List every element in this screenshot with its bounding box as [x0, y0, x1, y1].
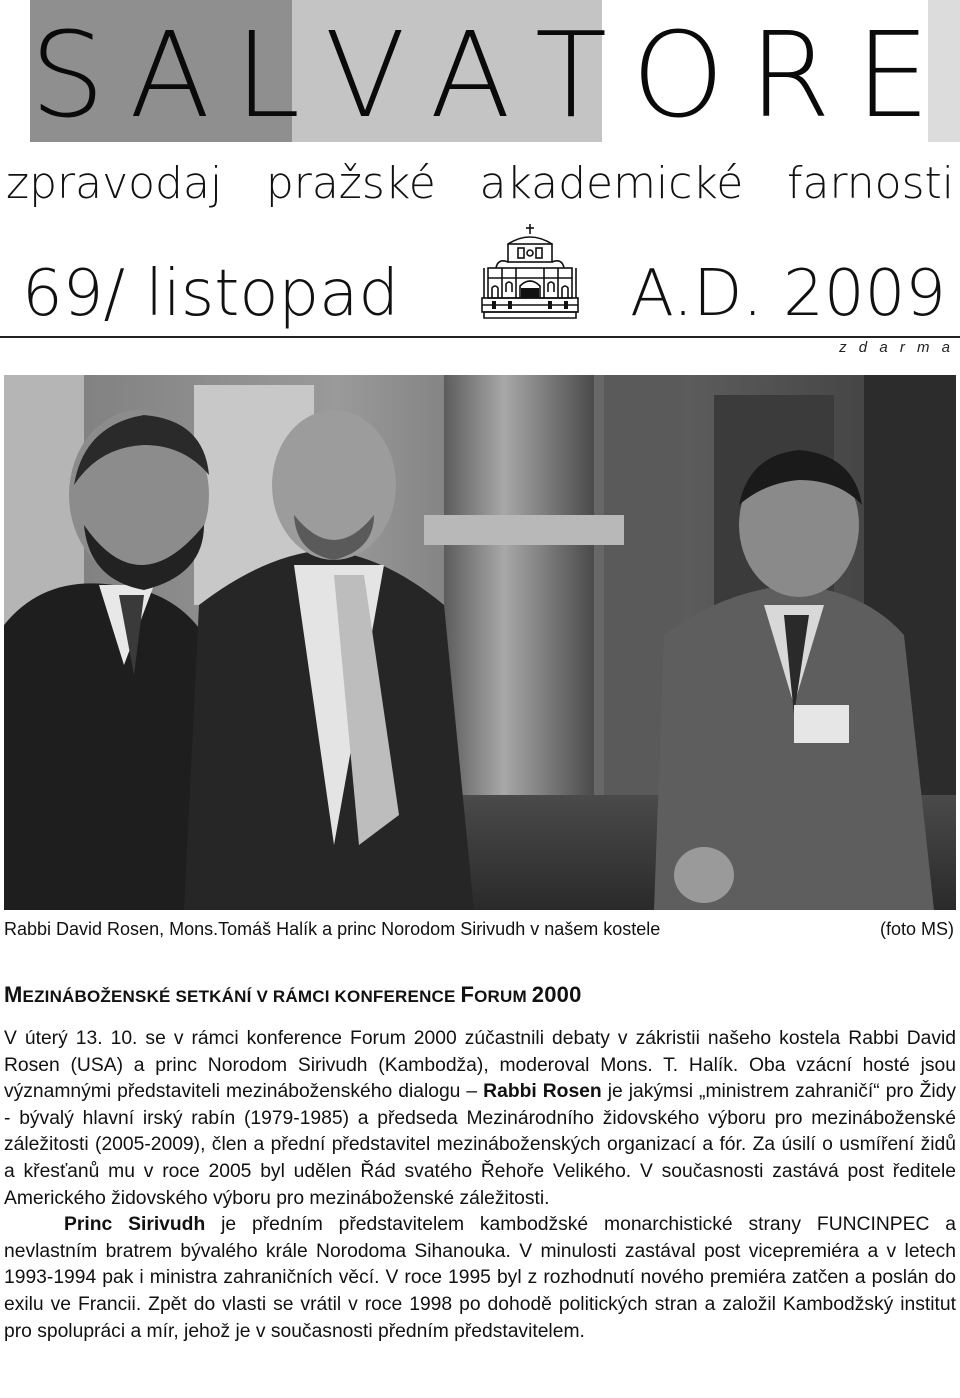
title-letter: T	[535, 5, 608, 144]
subtitle-word: farnosti	[787, 158, 954, 209]
article-body	[4, 1026, 956, 1345]
title-letter: E	[855, 5, 930, 144]
cover-photo	[4, 375, 956, 910]
article-paragraph	[4, 1212, 956, 1345]
title-letter: S	[30, 5, 105, 144]
price-note: z d a r m a	[839, 339, 954, 356]
header-divider	[0, 336, 960, 338]
newsletter-title	[30, 5, 930, 144]
issue-year: A.D. 2009	[630, 257, 946, 331]
subtitle-word: pražské	[265, 158, 436, 209]
caption-text: Rabbi David Rosen, Mons.Tomáš Halík a princ Norodom Sirivudh v našem kostele	[4, 919, 661, 939]
subtitle-word: zpravodaj	[6, 158, 223, 209]
masthead-band	[928, 0, 960, 142]
title-letter: O	[631, 5, 725, 144]
article-headline	[4, 982, 582, 1008]
paragraph-text: je jakýmsi „ministrem zahraničí“ pro Židy - bývalý hlavní irský rabín (1979-1985) a předseda Mezinárodního židovského výboru pro mezináboženské záležitosti (2005-2009), člen a přední představitel mezináboženských organizací a fór. Za úsilí o usmíření židů a křesťanů mu v roce 2005 byl udělen Řád svatého Řehoře Velikého. V současnosti zastává post ředitele Amerického židovského výboru pro mezináboženské záležitosti.	[4, 1081, 957, 1209]
title-letter: V	[324, 5, 406, 144]
headline-year: 2000	[531, 982, 582, 1007]
headline-initial: M	[4, 982, 23, 1007]
paragraph-emphasis: Princ Sirivudh	[64, 1214, 206, 1236]
paragraph-text: je předním představitelem kambodžské monarchistické strany FUNCINPEC a nevlastním bratrem bývalého krále Norodoma Sihanouka. V minulosti zastával post vicepremiéra a v letech 1993-1994 pak i ministra zahraničních věcí. V roce 1995 byl z rozhodnutí nového premiéra zatčen a poslán do exilu ve Francii. Zpět do vlasti se vrátil v roce 1998 po dohodě politických stran a založil Kambodžský institut pro spolupráci a mír, jehož je v současnosti předním představitelem.	[4, 1214, 956, 1342]
title-letter: R	[748, 5, 831, 144]
article-paragraph	[4, 1026, 956, 1212]
photo-caption	[4, 919, 954, 941]
paragraph-emphasis: Rabbi Rosen	[483, 1081, 602, 1103]
photo-credit: (foto MS)	[879, 919, 954, 939]
headline-initial: F	[460, 982, 475, 1007]
headline-text: EZINÁBOŽENSKÉ SETKÁNÍ V RÁMCI KONFERENCE	[22, 987, 461, 1006]
title-letter: A	[429, 5, 511, 144]
title-letter: A	[129, 5, 211, 144]
masthead	[0, 0, 960, 142]
title-letter: L	[234, 5, 301, 144]
issue-number: 69/ listopad	[22, 257, 399, 331]
issue-line	[22, 257, 946, 334]
subtitle-word: akademické	[479, 158, 744, 209]
headline-text: ORUM	[474, 987, 532, 1006]
paragraph-text: V úterý 13. 10. se v rámci konference Forum 2000 zúčastnili debaty v zákristii našeho kostela Rabbi David Rosen (USA) a princ Norodom Sirivudh (Kambodža), moderoval Mons. T. Halík. Oba vzácní hosté jsou významnými představiteli mezináboženského dialogu –	[4, 1028, 956, 1103]
masthead-band	[0, 0, 30, 142]
newsletter-subtitle	[6, 158, 954, 218]
